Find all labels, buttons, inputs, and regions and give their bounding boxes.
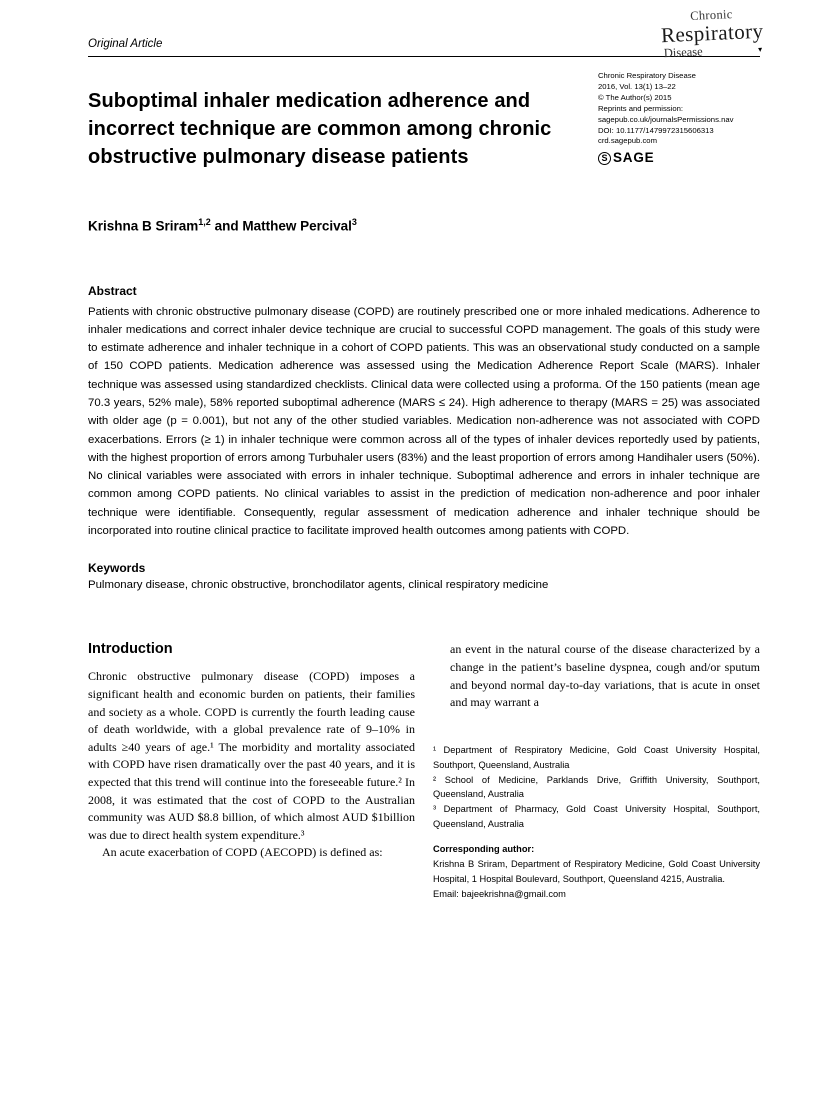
introduction-paragraph-1: Chronic obstructive pulmonary disease (COPD) imposes a significant health and economic burden on patients, their families and society as a whole. COPD is currently the fourth leading cause of death worldwide, with a global prevalence rate of 9–10% in adults ≥40 years of age.¹ The morbidity and mortality associated with COPD have risen dramatically over the past 40 years, and it is expected that this trend will continue into the foreseeable future.² In 2008, it was estimated that the cost of COPD to the Australian community was AUD $8.8 billion, of which almost AUD $1billion was due to direct health system expenditure.³ xyxy=(88,669,415,842)
author-1-affiliations: 1,2 xyxy=(198,217,211,227)
logo-arrow-icon: ▾ xyxy=(757,44,762,55)
journal-logo xyxy=(660,6,765,61)
meta-permissions-url: sagepub.co.uk/journalsPermissions.nav xyxy=(598,114,734,124)
keywords-heading: Keywords xyxy=(88,561,146,576)
meta-reprints: Reprints and permission: xyxy=(598,103,684,113)
page-title: Suboptimal inhaler medication adherence and incorrect technique are common among chronic obstructive pulmonary disease patients xyxy=(88,90,552,168)
journal-logo-line1: Chronic xyxy=(689,7,733,23)
affiliation-2: ² School of Medicine, Parklands Drive, Griffith University, Southport, Queensland, Australia xyxy=(433,774,760,800)
author-1: Krishna B Sriram xyxy=(88,218,199,234)
meta-journal-name: Chronic Respiratory Disease xyxy=(598,71,696,80)
keywords-text: Pulmonary disease, chronic obstructive, bronchodilator agents, clinical respiratory medicine xyxy=(88,579,549,592)
definition-quote: an event in the natural course of the disease characterized by a change in the patient’s baseline dyspnea, cough and/or sputum and beyond normal day-to-day variations, that is acute in onset and may warrant a xyxy=(450,642,760,710)
sage-s-icon: S xyxy=(598,152,611,165)
journal-logo-line2: Respiratory xyxy=(660,18,764,48)
keywords-section xyxy=(88,561,760,591)
sage-wordmark: SAGE xyxy=(613,150,655,166)
journal-meta-block xyxy=(598,71,760,171)
abstract-heading: Abstract xyxy=(88,283,137,298)
meta-copyright: © The Author(s) 2015 xyxy=(598,92,672,102)
corresponding-author-heading: Corresponding author: xyxy=(433,844,535,855)
meta-doi: DOI: 10.1177/1479972315606313 xyxy=(598,125,714,135)
author-connector: and xyxy=(210,218,243,234)
right-column xyxy=(433,641,760,901)
affiliation-1: ¹ Department of Respiratory Medicine, Gold Coast University Hospital, Southport, Queensland, Australia xyxy=(433,744,760,770)
introduction-paragraph-2: An acute exacerbation of COPD (AECOPD) is defined as: xyxy=(102,845,383,860)
author-line xyxy=(88,217,760,234)
meta-site-url: crd.sagepub.com xyxy=(598,136,657,146)
footnotes-block xyxy=(433,743,760,902)
left-column xyxy=(88,641,415,901)
sage-logo xyxy=(598,152,760,165)
article-type-label: Original Article xyxy=(88,38,163,50)
abstract-section xyxy=(88,284,760,541)
corresponding-author-text: Krishna B Sriram, Department of Respiratory Medicine, Gold Coast University Hospital, 1 Hospital Boulevard, Southport, Queensland 4215, Australia. xyxy=(433,859,760,884)
introduction-heading: Introduction xyxy=(88,641,173,658)
affiliation-3: ³ Department of Pharmacy, Gold Coast University Hospital, Southport, Queensland, Australia xyxy=(433,804,760,830)
two-column-body xyxy=(88,641,760,901)
abstract-text: Patients with chronic obstructive pulmonary disease (COPD) are routinely prescribed one or more inhaled medications. Adherence to inhaler medications and correct inhaler device technique are crucial to successful COPD management. The goals of this study were to estimate adherence and inhaler technique in a cohort of COPD patients. This was an observational study conducted on a sample of 150 COPD patients. Medication adherence was assessed using the Medication Adherence Report Scale (MARS). Inhaler technique was assessed using standardized checklists. Clinical data were collected using a proforma. Of the 150 patients (mean age 70.3 years, 52% male), 58% reported suboptimal adherence (MARS ≤ 24). High adherence to therapy (MARS = 25) was associated with older age (p = 0.001), but not any of the other studied variables. Medication non-adherence was not associated with COPD exacerbations. Errors (≥ 1) in inhaler technique were common across all of the types of inhaler devices reportedly used by patients, with the highest proportion of errors among Turbuhaler users (83%) and the least proportion of errors among Handihaler users (50%). No clinical variables were associated with errors in inhaler technique. Suboptimal adherence and errors in inhaler technique are common among COPD patients. No clinical variables to assist in the prediction of medication non-adherence and poor inhaler technique were identifiable. Consequently, regular assessment of medication adherence and inhaler technique should be incorporated into routine clinical practice to facilitate improved health outcomes among patients with COPD. xyxy=(88,305,760,538)
title-row xyxy=(88,71,760,171)
journal-logo-line3: Disease xyxy=(663,44,703,61)
corresponding-author-email: Email: bajeekrishna@gmail.com xyxy=(433,888,566,899)
header-rule xyxy=(88,56,760,57)
meta-volume: 2016, Vol. 13(1) 13–22 xyxy=(598,81,676,91)
author-2: Matthew Percival xyxy=(242,218,352,234)
author-2-affiliations: 3 xyxy=(351,217,357,227)
